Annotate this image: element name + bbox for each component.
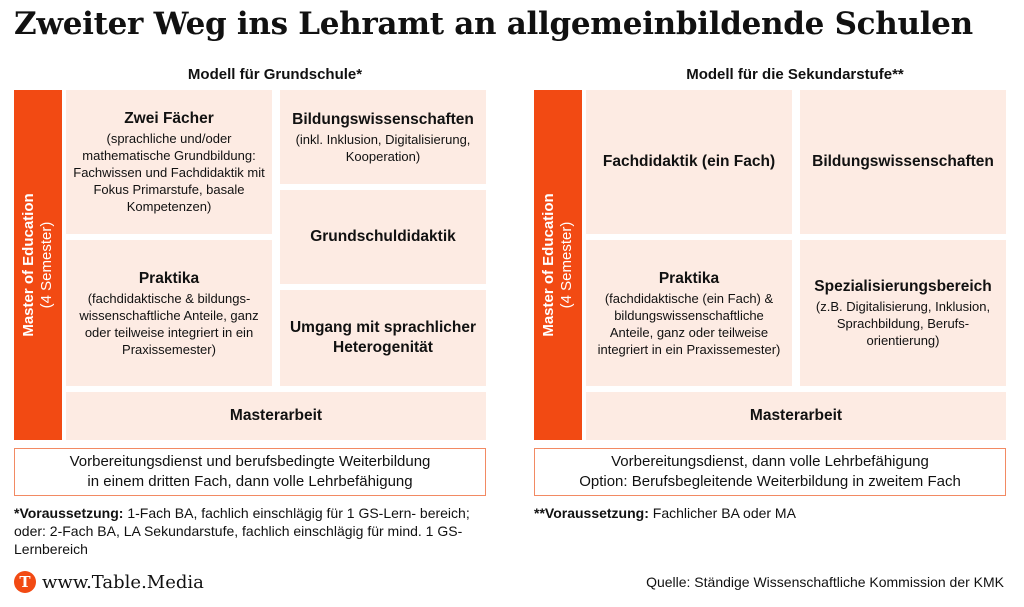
right-box-specialization: Spezialisierungsbereich (z.B. Digitalisierung, Inklusion, Sprachbildung, Berufs- orientierung)	[800, 240, 1006, 386]
left-box-educational-sciences: Bildungswissenschaften (inkl. Inklusion, Digitalisierung, Kooperation)	[280, 90, 486, 184]
left-box-thesis: Masterarbeit	[66, 392, 486, 440]
left-model-heading: Modell für Grundschule*	[187, 66, 363, 83]
left-box-primary-didactics: Grundschuldidaktik	[280, 190, 486, 284]
right-box-thesis: Masterarbeit	[586, 392, 1006, 440]
left-box-two-subjects: Zwei Fächer (sprachliche und/oder mathematische Grundbildung: Fachwissen und Fachdidaktik mit Fokus Primarstufe, basale Kompetenzen)	[66, 90, 272, 234]
source-note: Quelle: Ständige Wissenschaftliche Kommission der KMK	[646, 574, 1004, 590]
right-master-label: Master of Education (4 Semester)	[540, 193, 575, 337]
left-box-internships: Praktika (fachdidaktische & bildungs- wissenschaftliche Anteile, ganz oder teilweise integriert in ein Praxissemester)	[66, 240, 272, 386]
left-master-bar	[14, 90, 62, 440]
right-box-internships: Praktika (fachdidaktische (ein Fach) & bildungswissenschaftliche Anteile, ganz oder teilweise integriert in ein Praxissemester)	[586, 240, 792, 386]
table-media-logo[interactable]	[14, 571, 204, 593]
table-media-logo-icon: T	[14, 571, 36, 593]
left-master-label: Master of Education (4 Semester)	[20, 193, 55, 337]
page-title: Zweiter Weg ins Lehramt an allgemeinbildende Schulen	[14, 6, 973, 42]
right-box-educational-sciences: Bildungswissenschaften	[800, 90, 1006, 234]
right-box-subject-didactics: Fachdidaktik (ein Fach)	[586, 90, 792, 234]
right-prerequisite-note: **Voraussetzung: Fachlicher BA oder MA	[534, 505, 796, 521]
right-model-heading: Modell für die Sekundarstufe**	[686, 66, 904, 83]
left-followup-box: Vorbereitungsdienst und berufsbedingte Weiterbildung in einem dritten Fach, dann volle Lehrbefähigung	[14, 448, 486, 496]
right-followup-box: Vorbereitungsdienst, dann volle Lehrbefähigung Option: Berufsbegleitende Weiterbildung in zweitem Fach	[534, 448, 1006, 496]
right-master-bar	[534, 90, 582, 440]
table-media-logo-text: www.Table.Media	[42, 571, 204, 593]
left-prerequisite-note: *Voraussetzung: 1-Fach BA, fachlich einschlägig für 1 GS-Lern- bereich; oder: 2-Fach BA, LA Sekundarstufe, fachlich einschlägig für mind. 1 GS-Lernbereich	[14, 505, 470, 557]
left-box-language-heterogeneity: Umgang mit sprachlicher Heterogenität	[280, 290, 486, 386]
